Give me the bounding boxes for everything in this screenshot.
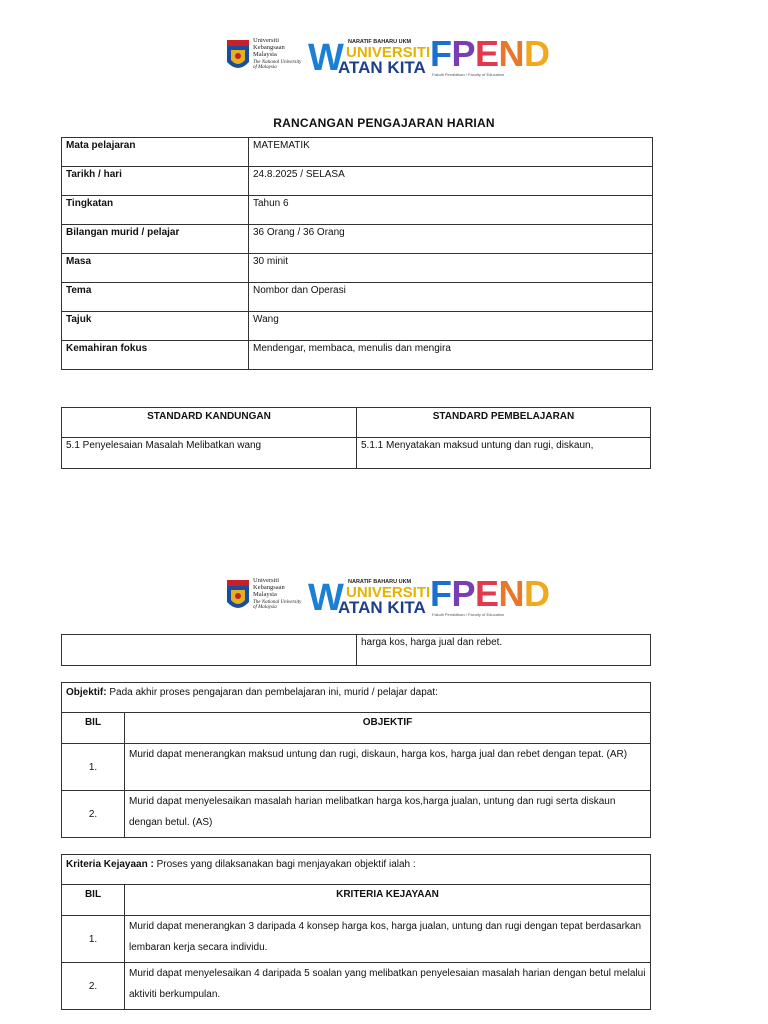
- kriteria-bil-header: BIL: [62, 885, 125, 916]
- standard-pembelajaran-cell: 5.1.1 Menyatakan maksud untung dan rugi, diskaun,: [357, 438, 651, 469]
- table-row: [62, 791, 651, 838]
- page-title: RANCANGAN PENGAJARAN HARIAN: [273, 116, 495, 130]
- kriteria-header: KRITERIA KEJAYAAN: [125, 885, 651, 916]
- ukm-wordmark: Universiti Kebangsaan Malaysia The National University of Malaysia: [253, 37, 302, 71]
- kriteria-bil: 2.: [62, 963, 125, 1010]
- info-label: Kemahiran fokus: [62, 341, 249, 370]
- info-value: MATEMATIK: [249, 138, 653, 167]
- kriteria-text: Murid dapat menyelesaikan 4 daripada 5 soalan yang melibatkan penyelesaian masalah harian dengan betul melalui aktiviti berkumpulan.: [125, 963, 651, 1010]
- table-row: [62, 341, 653, 370]
- table-row: [62, 283, 653, 312]
- info-value: 30 minit: [249, 254, 653, 283]
- kriteria-table: [61, 854, 651, 1010]
- kriteria-text: Murid dapat menerangkan 3 daripada 4 konsep harga kos, harga jualan, untung dan rugi dengan tepat berdasarkan lembaran kerja secara individu.: [125, 916, 651, 963]
- universiti-watan-kita-logo: W NARATIF BAHARU UKM UNIVERSITI ATAN KITA: [308, 37, 431, 79]
- info-value: 36 Orang / 36 Orang: [249, 225, 653, 254]
- table-row: [62, 744, 651, 791]
- ukm-crest-icon: [225, 38, 251, 76]
- standard-pembelajaran-header: STANDARD PEMBELAJARAN: [357, 408, 651, 438]
- info-label: Bilangan murid / pelajar: [62, 225, 249, 254]
- objektif-text: Murid dapat menerangkan maksud untung dan rugi, diskaun, harga kos, harga jual dan rebet dengan tepat. (AR): [125, 744, 651, 791]
- fpend-logo: FPEND Fakulti Pendidikan / Faculty of Education: [430, 573, 550, 617]
- ukm-crest-icon: [225, 578, 251, 616]
- table-row: [62, 312, 653, 341]
- objektif-bil: 2.: [62, 791, 125, 838]
- ukm-logo: [225, 576, 305, 620]
- table-row: [62, 963, 651, 1010]
- ukm-logo: [225, 36, 305, 80]
- objektif-text: Murid dapat menyelesaikan masalah harian melibatkan harga kos,harga jualan, untung dan rugi serta diskaun dengan betul. (AS): [125, 791, 651, 838]
- objektif-intro: Objektif: Pada akhir proses pengajaran dan pembelajaran ini, murid / pelajar dapat:: [62, 683, 651, 713]
- kriteria-bil: 1.: [62, 916, 125, 963]
- table-row: [62, 225, 653, 254]
- standard-table: [61, 407, 651, 469]
- standard-table-continued: [61, 634, 651, 666]
- info-value: Mendengar, membaca, menulis dan mengira: [249, 341, 653, 370]
- standard-pembelajaran-cell-continued: harga kos, harga jual dan rebet.: [357, 635, 651, 666]
- info-label: Tajuk: [62, 312, 249, 341]
- info-label: Mata pelajaran: [62, 138, 249, 167]
- info-value: Nombor dan Operasi: [249, 283, 653, 312]
- info-value: 24.8.2025 / SELASA: [249, 167, 653, 196]
- info-table: [61, 137, 653, 370]
- fpend-logo: FPEND Fakulti Pendidikan / Faculty of Education: [430, 33, 550, 77]
- info-value: Wang: [249, 312, 653, 341]
- standard-kandungan-header: STANDARD KANDUNGAN: [62, 408, 357, 438]
- table-row: [62, 138, 653, 167]
- info-label: Masa: [62, 254, 249, 283]
- info-value: Tahun 6: [249, 196, 653, 225]
- standard-kandungan-cell-continued: [62, 635, 357, 666]
- kriteria-intro: Kriteria Kejayaan : Proses yang dilaksanakan bagi menjayakan objektif ialah :: [62, 855, 651, 885]
- logo-header-page2: [0, 573, 768, 626]
- objektif-bil: 1.: [62, 744, 125, 791]
- objektif-bil-header: BIL: [62, 713, 125, 744]
- ukm-wordmark: Universiti Kebangsaan Malaysia The National University of Malaysia: [253, 577, 302, 611]
- standard-kandungan-cell: 5.1 Penyelesaian Masalah Melibatkan wang: [62, 438, 357, 469]
- universiti-watan-kita-logo: W NARATIF BAHARU UKM UNIVERSITI ATAN KITA: [308, 577, 431, 619]
- table-row: [62, 254, 653, 283]
- table-row: [62, 196, 653, 225]
- table-row: [62, 916, 651, 963]
- info-label: Tingkatan: [62, 196, 249, 225]
- objektif-header: OBJEKTIF: [125, 713, 651, 744]
- info-label: Tema: [62, 283, 249, 312]
- objektif-table: [61, 682, 651, 838]
- logo-header: [0, 33, 768, 86]
- table-row: [62, 167, 653, 196]
- info-label: Tarikh / hari: [62, 167, 249, 196]
